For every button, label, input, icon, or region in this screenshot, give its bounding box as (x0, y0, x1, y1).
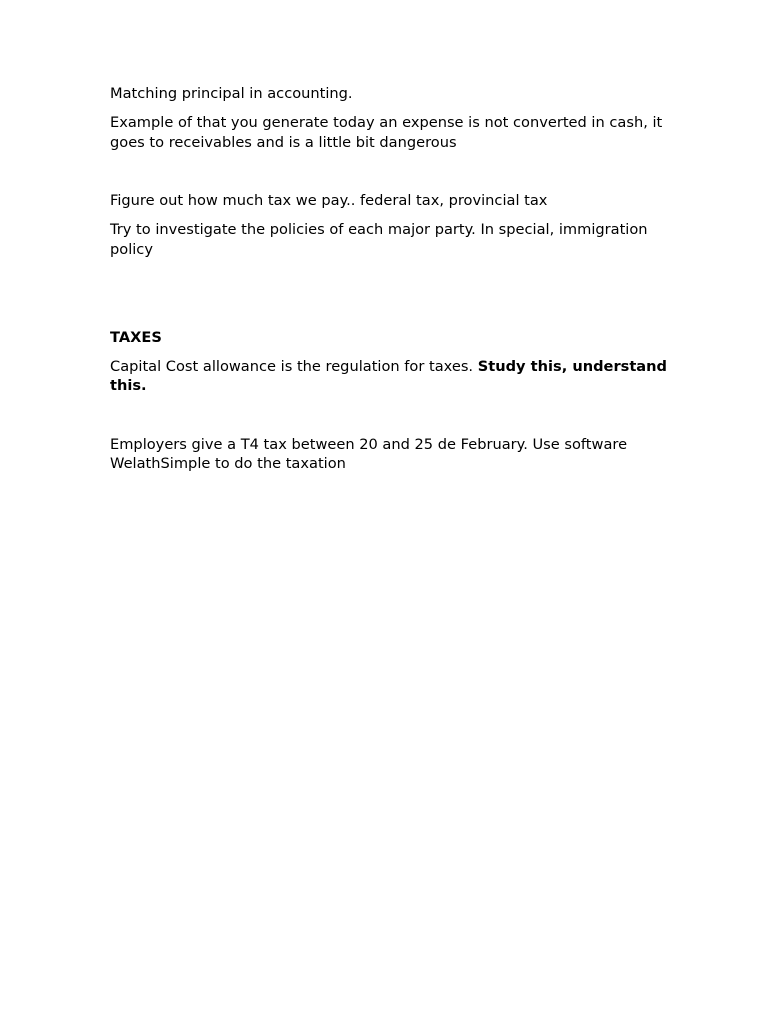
paragraph-tax-question: Figure out how much tax we pay.. federal tax, provincial tax (110, 192, 548, 210)
empty-line (110, 298, 670, 318)
heading-taxes: TAXES (110, 328, 162, 346)
paragraph-t4-employers: Employers give a T4 tax between 20 and 25 de February. Use software WelathSimple to do the taxation (110, 435, 628, 473)
empty-line (110, 269, 670, 289)
capital-cost-text: Capital Cost allowance is the regulation for taxes. (110, 357, 478, 375)
paragraph-capital-cost (110, 357, 670, 396)
paragraph-matching-principle: Matching principal in accounting. (110, 85, 353, 102)
document-body (110, 84, 670, 483)
empty-line (110, 405, 670, 425)
paragraph-party-policies: Try to investigate the policies of each major party. In special, immigration policy (110, 221, 648, 258)
paragraph-expense-example: Example of that you generate today an expense is not converted in cash, it goes to receivables and is a little bit dangerous (110, 114, 663, 151)
empty-line (110, 162, 670, 182)
capital-cost-emphasis: Study this, understand this. (110, 357, 667, 395)
